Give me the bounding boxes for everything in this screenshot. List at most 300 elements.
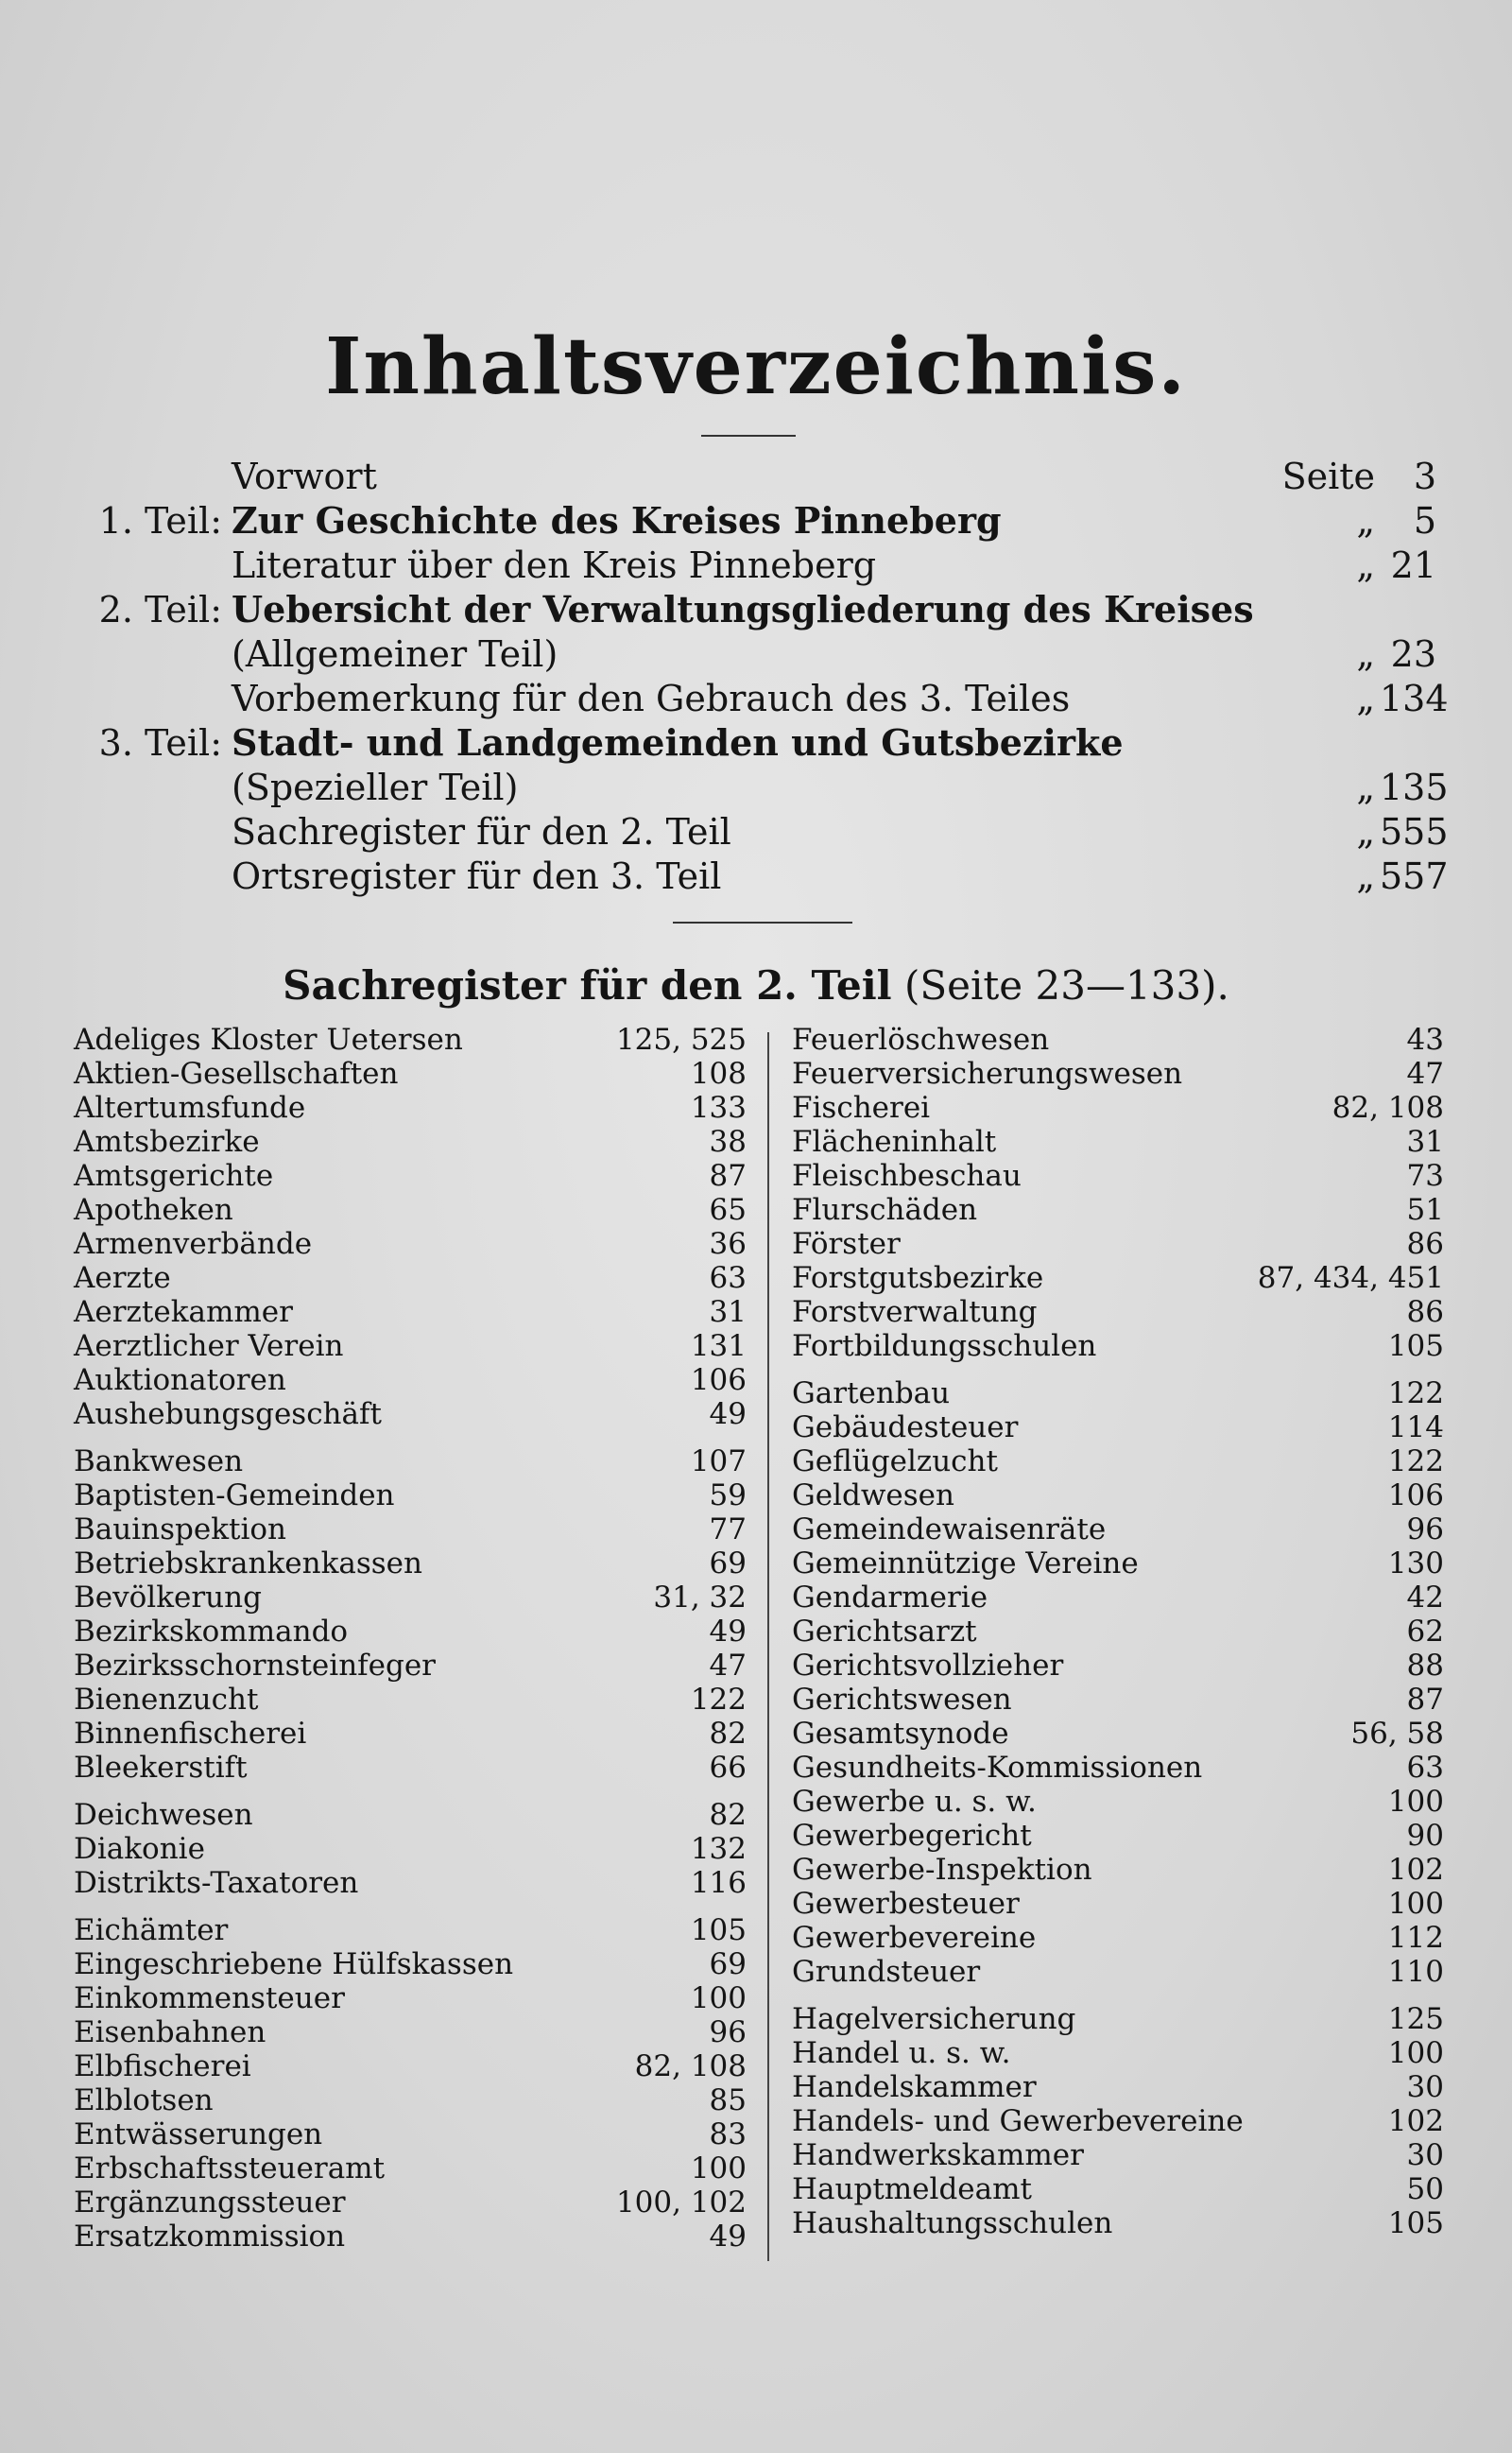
index-entry <box>792 1546 1444 1581</box>
index-leader-dots <box>474 1023 603 1057</box>
index-entry-name: Gesundheits-Kommissionen <box>792 1751 1203 1785</box>
index-entry <box>74 1947 747 1981</box>
index-entry <box>74 2151 747 2185</box>
toc-title: Zur Geschichte des Kreises Pinneberg <box>232 499 1002 542</box>
toc-part-label: 2. Teil: <box>98 589 222 631</box>
index-entry-name: Grundsteuer <box>792 1955 981 1989</box>
toc-page-number: 135 <box>1380 767 1449 808</box>
index-entry-name: Adeliges Kloster Uetersen <box>74 1023 463 1057</box>
index-entry-name: Elblotsen <box>74 2083 214 2117</box>
toc-seite-label: „ <box>1356 678 1375 719</box>
index-entry <box>74 1261 747 1295</box>
index-entry-page: 102 <box>1387 1853 1444 1887</box>
index-leader-dots <box>254 1444 678 1478</box>
index-entry <box>74 1751 747 1785</box>
toc-title: (Spezieller Teil) <box>232 767 519 808</box>
index-entry <box>792 2036 1444 2070</box>
index-entry-name: Deichwesen <box>74 1798 253 1832</box>
index-entry-name: Handel u. s. w. <box>792 2036 1011 2070</box>
index-leader-dots <box>323 1227 696 1261</box>
index-entry-name: Diakonie <box>74 1832 205 1866</box>
index-entry <box>74 2015 747 2049</box>
index-leader-dots <box>1104 1853 1375 1887</box>
index-leader-dots <box>1060 1023 1394 1057</box>
index-entry-name: Gendarmerie <box>792 1581 988 1615</box>
toc-title: Vorwort <box>232 456 377 497</box>
index-leader-dots <box>354 1329 678 1363</box>
index-leader-dots <box>409 1057 678 1091</box>
index-entry-page: 36 <box>709 1227 747 1261</box>
index-entry-name: Gartenbau <box>792 1376 951 1410</box>
index-entry-page: 50 <box>1406 2172 1444 2206</box>
index-leader-dots <box>1007 1125 1394 1159</box>
index-leader-dots <box>239 1913 678 1947</box>
index-entry <box>74 1397 747 1431</box>
index-entry-name: Förster <box>792 1227 901 1261</box>
toc-leader-dots <box>396 454 1257 499</box>
index-entry <box>792 1819 1444 1853</box>
index-entry <box>74 1478 747 1512</box>
index-leader-dots <box>263 2049 622 2083</box>
index-leader-dots <box>1213 1751 1394 1785</box>
index-entry <box>792 1159 1444 1193</box>
index-entry-page: 125, 525 <box>615 1023 747 1057</box>
title-rule <box>701 435 796 437</box>
index-entry-name: Forstverwaltung <box>792 1295 1038 1329</box>
index-entry <box>74 1444 747 1478</box>
index-leader-dots <box>182 1261 696 1295</box>
index-leader-dots <box>1021 1717 1337 1751</box>
index-entry-name: Forstgutsbezirke <box>792 1261 1044 1295</box>
index-entry-page: 49 <box>709 1615 747 1649</box>
toc-seite-label: „ <box>1356 544 1375 586</box>
index-entry-name: Auktionatoren <box>74 1363 286 1397</box>
index-entry-page: 63 <box>709 1261 747 1295</box>
index-entry <box>74 1227 747 1261</box>
index-entry <box>792 2138 1444 2172</box>
index-leader-dots <box>447 1649 696 1683</box>
index-entry-name: Feuerversicherungswesen <box>792 1057 1183 1091</box>
index-entry-page: 122 <box>1387 1376 1444 1410</box>
index-leader-dots <box>1023 1683 1394 1717</box>
index-leader-dots <box>1047 1921 1375 1955</box>
index-entry <box>74 1363 747 1397</box>
index-leader-dots <box>1124 2206 1375 2240</box>
index-entry <box>792 1261 1444 1295</box>
index-entry-name: Aushebungsgeschäft <box>74 1397 382 1431</box>
index-leader-dots <box>271 1125 696 1159</box>
index-leader-dots <box>1031 1887 1375 1921</box>
index-entry-name: Erbschaftssteueramt <box>74 2151 386 2185</box>
index-entry <box>74 2185 747 2220</box>
index-entry-page: 86 <box>1406 1295 1444 1329</box>
index-leader-dots <box>524 1947 696 1981</box>
index-entry-name: Handwerkskammer <box>792 2138 1084 2172</box>
index-leader-dots <box>318 1717 696 1751</box>
index-entry <box>74 2117 747 2151</box>
index-leader-dots <box>277 2015 696 2049</box>
index-entry <box>792 1512 1444 1546</box>
toc-row <box>57 454 1436 499</box>
index-leader-dots <box>225 2083 696 2117</box>
index-entry-name: Bezirkskommando <box>74 1615 349 1649</box>
index-column-left <box>74 1023 747 2254</box>
index-entry-name: Armenverbände <box>74 1227 313 1261</box>
index-entry-name: Aerzte <box>74 1261 171 1295</box>
index-entry-page: 87 <box>709 1159 747 1193</box>
index-entry-page: 132 <box>690 1832 747 1866</box>
index-entry-page: 106 <box>690 1363 747 1397</box>
index-entry-name: Entwässerungen <box>74 2117 323 2151</box>
index-entry-page: 47 <box>709 1649 747 1683</box>
index-entry-name: Amtsbezirke <box>74 1125 260 1159</box>
index-entry <box>74 1615 747 1649</box>
index-leader-dots <box>1049 1295 1394 1329</box>
toc-seite-label: „ <box>1356 767 1375 808</box>
index-leader-dots <box>369 1866 678 1900</box>
index-entry <box>74 1159 747 1193</box>
index-entry-name: Gewerbevereine <box>792 1921 1037 1955</box>
index-leader-dots <box>356 2220 696 2254</box>
index-entry-page: 106 <box>1387 1478 1444 1512</box>
toc-row <box>57 498 1436 544</box>
index-entry-name: Flurschäden <box>792 1193 978 1227</box>
index-entry-name: Elbfischerei <box>74 2049 251 2083</box>
index-entry-name: Aerztlicher Verein <box>74 1329 344 1363</box>
index-entry-name: Gebäudesteuer <box>792 1410 1019 1444</box>
index-leader-dots <box>304 1295 696 1329</box>
index-entry-page: 82 <box>709 1798 747 1832</box>
toc-leader-dots <box>895 543 1257 588</box>
index-entry-page: 69 <box>709 1947 747 1981</box>
index-entry <box>792 1329 1444 1363</box>
toc-row <box>57 676 1449 721</box>
index-entry <box>74 2220 747 2254</box>
index-entry <box>792 2002 1444 2036</box>
index-entry <box>792 1410 1444 1444</box>
index-leader-dots <box>334 2117 696 2151</box>
index-entry-page: 88 <box>1406 1649 1444 1683</box>
index-leader-dots <box>1194 1057 1394 1091</box>
index-leader-dots <box>1255 2104 1375 2138</box>
index-entry-page: 108 <box>690 1057 747 1091</box>
toc-leader-dots <box>576 631 1257 677</box>
index-entry-name: Bauinspektion <box>74 1512 286 1546</box>
toc-leader-dots <box>740 854 1257 899</box>
index-entry-name: Bevölkerung <box>74 1581 262 1615</box>
index-entry-page: 83 <box>709 2117 747 2151</box>
index-entry-page: 42 <box>1406 1581 1444 1615</box>
page-title: Inhaltsverzeichnis. <box>325 321 1187 412</box>
index-entry-name: Fortbildungsschulen <box>792 1329 1097 1363</box>
index-entry <box>74 1866 747 1900</box>
index-entry-page: 116 <box>690 1866 747 1900</box>
toc-page-number: 555 <box>1380 811 1449 853</box>
index-leader-dots <box>245 1193 696 1227</box>
index-entry-name: Altertumsfunde <box>74 1091 306 1125</box>
index-entry-page: 100 <box>1387 1887 1444 1921</box>
index-leader-dots <box>1009 1444 1375 1478</box>
toc-page-number: 5 <box>1413 500 1436 542</box>
index-entry-name: Flächeninhalt <box>792 1125 997 1159</box>
index-entry-page: 49 <box>709 2220 747 2254</box>
index-leader-dots <box>269 1683 678 1717</box>
index-entry-name: Betriebskrankenkassen <box>74 1546 422 1581</box>
index-entry-page: 130 <box>1387 1546 1444 1581</box>
index-entry-page: 65 <box>709 1193 747 1227</box>
index-entry-name: Fischerei <box>792 1091 931 1125</box>
section-heading <box>0 962 1512 1009</box>
index-entry <box>74 1295 747 1329</box>
index-leader-dots <box>988 1193 1394 1227</box>
index-leader-dots <box>961 1376 1375 1410</box>
index-entry <box>792 1853 1444 1887</box>
index-entry-page: 47 <box>1406 1057 1444 1091</box>
index-entry <box>792 1091 1444 1125</box>
toc-seite-label: „ <box>1356 500 1375 542</box>
section-title: Sachregister für den 2. Teil <box>283 962 892 1009</box>
index-entry <box>792 1921 1444 1955</box>
index-entry <box>792 1376 1444 1410</box>
index-leader-dots <box>1087 2002 1375 2036</box>
index-entry <box>74 1581 747 1615</box>
index-entry-page: 122 <box>1387 1444 1444 1478</box>
toc-row <box>57 809 1449 855</box>
index-leader-dots <box>216 1832 678 1866</box>
index-entry-page: 107 <box>690 1444 747 1478</box>
index-leader-dots <box>259 1751 696 1785</box>
index-leader-dots <box>1074 1649 1394 1683</box>
index-entry-name: Gewerbe-Inspektion <box>792 1853 1092 1887</box>
index-entry-name: Gemeindewaisenräte <box>792 1512 1107 1546</box>
index-entry-name: Gewerbesteuer <box>792 1887 1020 1921</box>
index-entry-name: Gerichtswesen <box>792 1683 1012 1717</box>
index-entry-page: 30 <box>1406 2070 1444 2104</box>
index-entry-page: 69 <box>709 1546 747 1581</box>
index-entry-name: Eingeschriebene Hülfskassen <box>74 1947 514 1981</box>
index-entry-name: Bankwesen <box>74 1444 244 1478</box>
index-entry-page: 62 <box>1406 1615 1444 1649</box>
index-entry-name: Gewerbegericht <box>792 1819 1032 1853</box>
index-entry-page: 85 <box>709 2083 747 2117</box>
toc-title: (Allgemeiner Teil) <box>232 633 558 675</box>
index-entry-name: Baptisten-Gemeinden <box>74 1478 395 1512</box>
index-leader-dots <box>988 1615 1394 1649</box>
index-entry-page: 90 <box>1406 1819 1444 1853</box>
index-leader-dots <box>1022 2036 1375 2070</box>
index-entry <box>74 1193 747 1227</box>
toc-title: Vorbemerkung für den Gebrauch des 3. Teiles <box>232 678 1071 719</box>
toc-leader-dots <box>750 809 1257 855</box>
index-entry <box>74 1798 747 1832</box>
index-entry <box>792 1649 1444 1683</box>
index-entry-name: Ergänzungssteuer <box>74 2185 346 2220</box>
index-entry <box>74 1683 747 1717</box>
index-entry <box>74 2049 747 2083</box>
index-leader-dots <box>1095 2138 1394 2172</box>
index-leader-dots <box>273 1581 640 1615</box>
toc-row <box>57 631 1436 677</box>
index-entry-name: Hagelversicherung <box>792 2002 1076 2036</box>
index-entry <box>74 1023 747 1057</box>
index-leader-dots <box>434 1546 696 1581</box>
index-entry <box>792 2070 1444 2104</box>
index-entry <box>792 1295 1444 1329</box>
toc-leader-dots <box>1021 498 1257 544</box>
toc-seite-label: „ <box>1356 855 1375 897</box>
index-entry-page: 31 <box>709 1295 747 1329</box>
index-entry <box>792 2172 1444 2206</box>
index-leader-dots <box>393 1397 696 1431</box>
index-entry <box>792 1717 1444 1751</box>
toc-seite-label: Seite <box>1281 456 1375 497</box>
toc-title: Uebersicht der Verwaltungsgliederung des Kreises <box>232 588 1254 631</box>
index-leader-dots <box>1029 1410 1375 1444</box>
index-entry-name: Gerichtsarzt <box>792 1615 977 1649</box>
index-entry-page: 100 <box>690 2151 747 2185</box>
index-entry <box>792 1615 1444 1649</box>
index-entry-name: Eichämter <box>74 1913 229 1947</box>
index-entry-name: Aktien-Gesellschaften <box>74 1057 399 1091</box>
index-entry <box>792 2206 1444 2240</box>
index-entry-name: Distrikts-Taxatoren <box>74 1866 359 1900</box>
index-entry-name: Fleischbeschau <box>792 1159 1022 1193</box>
index-leader-dots <box>406 1478 696 1512</box>
index-entry-page: 96 <box>1406 1512 1444 1546</box>
toc-row <box>57 587 1436 632</box>
index-entry <box>74 2083 747 2117</box>
index-entry-page: 100 <box>1387 2036 1444 2070</box>
section-rule <box>673 922 852 924</box>
index-entry-page: 51 <box>1406 1193 1444 1227</box>
toc-row <box>57 720 1436 766</box>
index-entry-page: 31 <box>1406 1125 1444 1159</box>
toc-part-label: 1. Teil: <box>98 500 222 542</box>
index-entry-name: Eisenbahnen <box>74 2015 266 2049</box>
index-leader-dots <box>1043 1819 1394 1853</box>
toc-row <box>57 543 1436 588</box>
index-entry-name: Hauptmeldeamt <box>792 2172 1032 2206</box>
index-leader-dots <box>991 1955 1375 1989</box>
section-page-range: (Seite 23—133). <box>903 962 1229 1009</box>
index-entry-page: 102 <box>1387 2104 1444 2138</box>
index-entry-name: Einkommensteuer <box>74 1981 345 2015</box>
index-leader-dots <box>912 1227 1394 1261</box>
index-entry-name: Gewerbe u. s. w. <box>792 1785 1037 1819</box>
index-entry <box>792 1683 1444 1717</box>
index-entry-name: Geflügelzucht <box>792 1444 998 1478</box>
index-entry <box>792 1785 1444 1819</box>
index-leader-dots <box>284 1159 696 1193</box>
index-leader-dots <box>1048 2070 1394 2104</box>
index-entry-page: 100 <box>1387 1785 1444 1819</box>
index-entry-page: 49 <box>709 1397 747 1431</box>
index-entry-name: Handels- und Gewerbevereine <box>792 2104 1244 2138</box>
index-entry <box>792 1887 1444 1921</box>
index-entry-page: 77 <box>709 1512 747 1546</box>
toc-page-number: 23 <box>1390 633 1436 675</box>
index-leader-dots <box>298 1363 678 1397</box>
index-entry-name: Bleekerstift <box>74 1751 248 1785</box>
index-entry <box>74 1832 747 1866</box>
index-entry-page: 87 <box>1406 1683 1444 1717</box>
index-entry-page: 82, 108 <box>1332 1091 1444 1125</box>
toc-row <box>57 765 1449 810</box>
index-leader-dots <box>396 2151 678 2185</box>
index-entry-page: 86 <box>1406 1227 1444 1261</box>
index-leader-dots <box>265 1798 696 1832</box>
index-entry <box>792 1478 1444 1512</box>
index-entry-page: 105 <box>1387 2206 1444 2240</box>
index-leader-dots <box>357 2185 603 2220</box>
index-entry-name: Apotheken <box>74 1193 233 1227</box>
toc-seite-label: „ <box>1356 633 1375 675</box>
index-entry-page: 73 <box>1406 1159 1444 1193</box>
index-entry-name: Amtsgerichte <box>74 1159 274 1193</box>
index-entry-page: 100 <box>690 1981 747 2015</box>
toc-leader-dots <box>537 765 1257 810</box>
index-entry <box>74 1546 747 1581</box>
index-entry-name: Bezirksschornsteinfeger <box>74 1649 436 1683</box>
toc-title: Stadt- und Landgemeinden und Gutsbezirke <box>232 721 1124 764</box>
index-entry-page: 87, 434, 451 <box>1257 1261 1444 1295</box>
index-entry-page: 112 <box>1387 1921 1444 1955</box>
toc-page-number: 134 <box>1380 678 1449 719</box>
toc-title: Literatur über den Kreis Pinneberg <box>232 544 877 586</box>
index-entry-page: 105 <box>690 1913 747 1947</box>
index-leader-dots <box>359 1615 696 1649</box>
toc-page-number: 3 <box>1413 456 1436 497</box>
index-entry-name: Binnenfischerei <box>74 1717 307 1751</box>
index-entry <box>792 2104 1444 2138</box>
index-leader-dots <box>1150 1546 1375 1581</box>
toc-row <box>57 854 1449 899</box>
index-entry-page: 82, 108 <box>634 2049 747 2083</box>
toc-part-label: 3. Teil: <box>98 722 222 764</box>
index-entry-name: Bienenzucht <box>74 1683 259 1717</box>
index-leader-dots <box>356 1981 678 2015</box>
index-entry-name: Haushaltungsschulen <box>792 2206 1113 2240</box>
index-entry-page: 122 <box>690 1683 747 1717</box>
index-entry-name: Gesamtsynode <box>792 1717 1009 1751</box>
index-entry <box>792 1125 1444 1159</box>
index-leader-dots <box>298 1512 696 1546</box>
index-entry-page: 56, 58 <box>1350 1717 1444 1751</box>
index-entry-page: 131 <box>690 1329 747 1363</box>
index-leader-dots <box>999 1581 1394 1615</box>
index-entry <box>74 1512 747 1546</box>
index-entry-page: 114 <box>1387 1410 1444 1444</box>
index-entry-name: Gerichtsvollzieher <box>792 1649 1064 1683</box>
index-entry <box>792 1193 1444 1227</box>
index-leader-dots <box>1033 1159 1394 1193</box>
column-divider <box>767 1032 769 2261</box>
toc-title: Ortsregister für den 3. Teil <box>232 855 722 897</box>
index-leader-dots <box>1043 2172 1394 2206</box>
index-entry <box>74 1717 747 1751</box>
index-leader-dots <box>317 1091 678 1125</box>
index-leader-dots <box>1048 1785 1375 1819</box>
index-leader-dots <box>966 1478 1375 1512</box>
index-entry-page: 82 <box>709 1717 747 1751</box>
index-entry-page: 125 <box>1387 2002 1444 2036</box>
index-entry <box>792 1955 1444 1989</box>
index-entry <box>792 1751 1444 1785</box>
index-entry <box>792 1444 1444 1478</box>
index-entry <box>792 1057 1444 1091</box>
index-leader-dots <box>1117 1512 1394 1546</box>
index-entry-page: 66 <box>709 1751 747 1785</box>
